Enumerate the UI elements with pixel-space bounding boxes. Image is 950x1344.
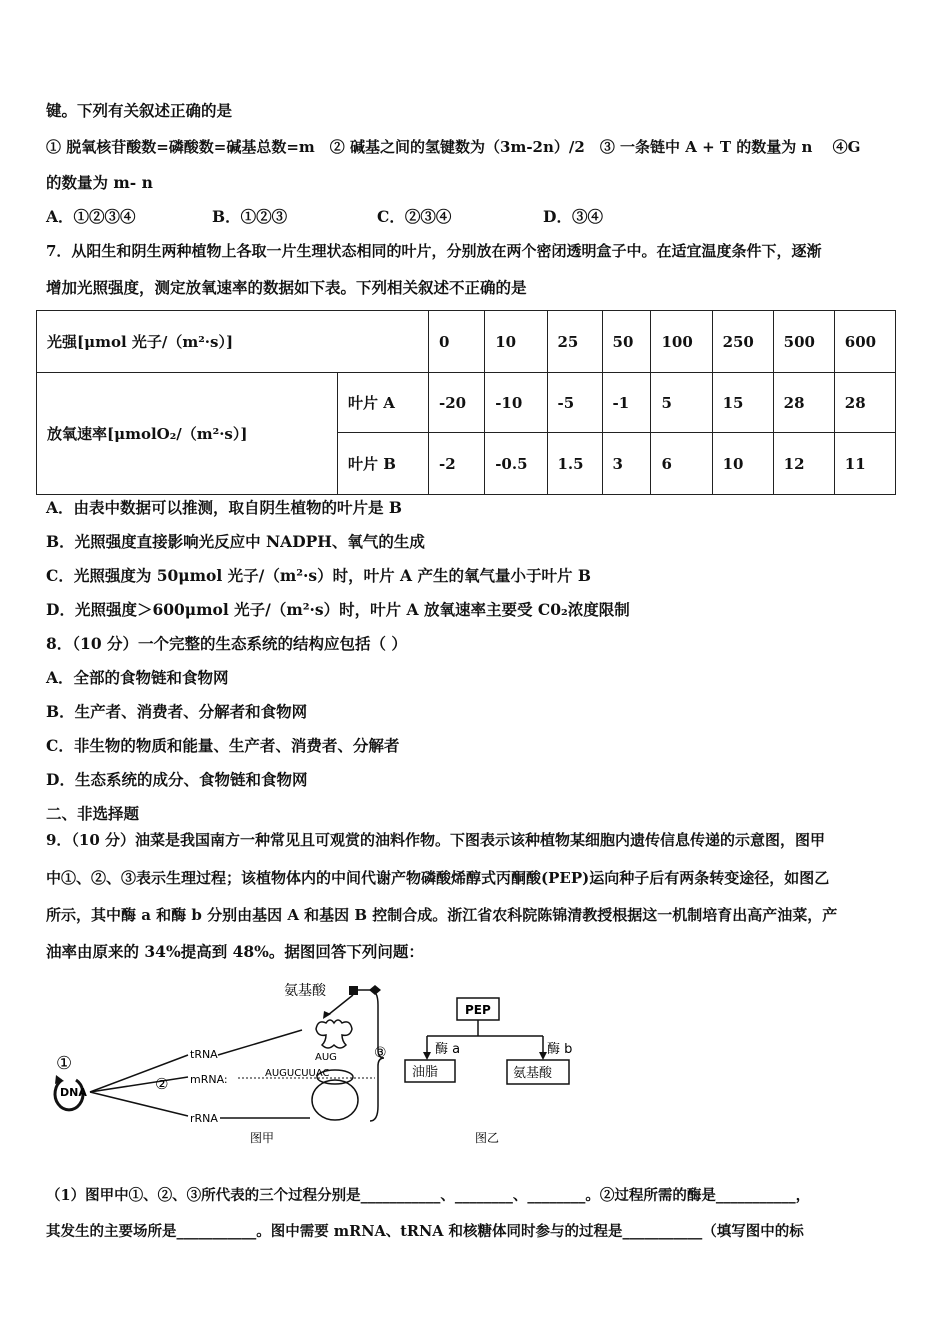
q7-option-d: D．光照强度＞600μmol 光子/（m²·s）时，叶片 A 放氧速率主要受 C0₂浓度限制 — [46, 600, 630, 619]
q7-line-2: 增加光照强度，测定放氧速率的数据如下表。下列相关叙述不正确的是 — [46, 278, 527, 297]
aug-anticodon: AUG — [315, 1052, 337, 1063]
pep-label: PEP — [465, 1003, 491, 1017]
table-cell: 6 — [651, 433, 712, 495]
table-cell: 10 — [712, 433, 773, 495]
section-heading: 二、非选择题 — [46, 804, 140, 823]
q6-option-a: A．①②③④ — [46, 207, 136, 226]
trna-link-arrow — [328, 995, 353, 1015]
trna-cloverleaf-icon — [316, 1020, 352, 1048]
arrow-head-icon — [423, 1052, 431, 1060]
table-cell: 15 — [712, 373, 773, 433]
arrow-head-icon — [323, 1011, 331, 1019]
table-leaf-label: 叶片 B — [338, 433, 429, 495]
table-cell: 28 — [834, 373, 895, 433]
table-cell: 25 — [547, 311, 602, 373]
table-cell: 10 — [485, 311, 547, 373]
table-cell: -1 — [602, 373, 651, 433]
q9-sub1-line-2: 其发生的主要场所是___________。图中需要 mRNA、tRNA 和核糖体同时参与的过程是___________（填写图中的标 — [46, 1223, 804, 1240]
q6-line-3: 的数量为 m- n — [46, 173, 153, 192]
enzyme-a-label: 酶 a — [435, 1042, 461, 1057]
table-cell: 50 — [602, 311, 651, 373]
amino-acid-label: 氨基酸 — [284, 983, 326, 999]
arrow-head-icon — [539, 1052, 547, 1060]
q7-option-a: A．由表中数据可以推测，取自阴生植物的叶片是 B — [46, 498, 403, 517]
q9-line-1: 9．（10 分）油菜是我国南方一种常见且可观赏的油料作物。下图表示该种植物某细胞内遗传信息传递的示意图，图甲 — [46, 831, 826, 849]
enzyme-b-label: 酶 b — [547, 1042, 573, 1057]
process-3-label: ③ — [374, 1045, 387, 1061]
table-cell: 250 — [712, 311, 773, 373]
q6-option-b: B．①②③ — [212, 207, 288, 226]
table-cell: 500 — [773, 311, 834, 373]
table-cell: -20 — [429, 373, 485, 433]
q9-sub1-line-1: （1）图甲中①、②、③所代表的三个过程分别是___________、________、________。②过程所需的酶是___________， — [46, 1187, 811, 1204]
transcription-arrow-rrna — [90, 1092, 188, 1116]
table-cell: 0 — [429, 311, 485, 373]
table-cell: 3 — [602, 433, 651, 495]
table-row-label: 放氧速率[μmolO₂/（m²·s）] — [37, 373, 338, 495]
light-data-table — [36, 310, 896, 495]
table-cell: 12 — [773, 433, 834, 495]
transcription-arrow-trna — [90, 1055, 188, 1092]
table-cell: 600 — [834, 311, 895, 373]
q9-line-4: 油率由原来的 34%提高到 48%。据图回答下列问题： — [46, 942, 424, 961]
ribosome-icon — [312, 1080, 358, 1120]
q8-option-d: D．生态系统的成分、食物链和食物网 — [46, 770, 308, 789]
trna-to-ribosome-arrow — [218, 1030, 302, 1055]
q8-option-c: C．非生物的物质和能量、生产者、消费者、分解者 — [46, 736, 400, 755]
process-2-label: ② — [155, 1075, 169, 1093]
q6-line-2: ① 脱氧核苷酸数=磷酸数=碱基总数=m ② 碱基之间的氢键数为（3m-2n）/2 ③ 一条链中 A + T 的数量为 n ④G — [46, 138, 861, 156]
table-cell: -5 — [547, 373, 602, 433]
mrna-label: mRNA: — [190, 1073, 228, 1086]
table-row — [37, 373, 896, 433]
figure-yi — [395, 990, 595, 1150]
transcription-arrow-mrna — [90, 1077, 188, 1092]
table-cell: 1.5 — [547, 433, 602, 495]
table-leaf-label: 叶片 A — [338, 373, 429, 433]
dna-label: DNA — [60, 1086, 87, 1099]
table-cell: 100 — [651, 311, 712, 373]
rrna-label: rRNA — [190, 1112, 218, 1125]
table-cell: 5 — [651, 373, 712, 433]
table-cell: -0.5 — [485, 433, 547, 495]
figure-jia — [40, 975, 390, 1145]
oil-label: 油脂 — [412, 1065, 439, 1080]
q8-stem: 8．（10 分）一个完整的生态系统的结构应包括（ ） — [46, 634, 407, 653]
mrna-sequence: AUGUCUUAC — [265, 1068, 330, 1079]
table-cell: 11 — [834, 433, 895, 495]
q7-line-1: 7．从阳生和阴生两种植物上各取一片生理状态相同的叶片，分别放在两个密闭透明盒子中。在适宜温度条件下，逐渐 — [46, 242, 822, 260]
figure-jia-caption: 图甲 — [250, 1131, 275, 1145]
figure-yi-caption: 图乙 — [475, 1131, 500, 1145]
table-cell: -2 — [429, 433, 485, 495]
amino-label: 氨基酸 — [513, 1066, 553, 1081]
table-cell: 28 — [773, 373, 834, 433]
q6-line-1: 键。下列有关叙述正确的是 — [46, 101, 233, 120]
table-cell: -10 — [485, 373, 547, 433]
table-header-label: 光强[μmol 光子/（m²·s）] — [37, 311, 429, 373]
process-1-label: ① — [56, 1053, 73, 1074]
q6-option-c: C．②③④ — [377, 207, 452, 226]
trna-label: tRNA — [190, 1048, 218, 1061]
q9-line-2: 中①、②、③表示生理过程；该植物体内的中间代谢产物磷酸烯醇式丙酮酸(PEP)运向种子后有两条转变途径，如图乙 — [46, 869, 830, 887]
q7-option-c: C．光照强度为 50μmol 光子/（m²·s）时，叶片 A 产生的氧气量小于叶片 B — [46, 566, 591, 585]
table-row — [37, 311, 896, 373]
q7-option-b: B．光照强度直接影响光反应中 NADPH、氧气的生成 — [46, 532, 425, 551]
q9-line-3: 所示，其中酶 a 和酶 b 分别由基因 A 和基因 B 控制合成。浙江省农科院陈锦清教授根据这一机制培育出高产油菜，产 — [46, 906, 838, 924]
q8-option-b: B．生产者、消费者、分解者和食物网 — [46, 702, 308, 721]
amino-acid-square-icon — [349, 986, 358, 995]
q6-option-d: D．③④ — [543, 207, 603, 226]
q8-option-a: A．全部的食物链和食物网 — [46, 668, 229, 687]
